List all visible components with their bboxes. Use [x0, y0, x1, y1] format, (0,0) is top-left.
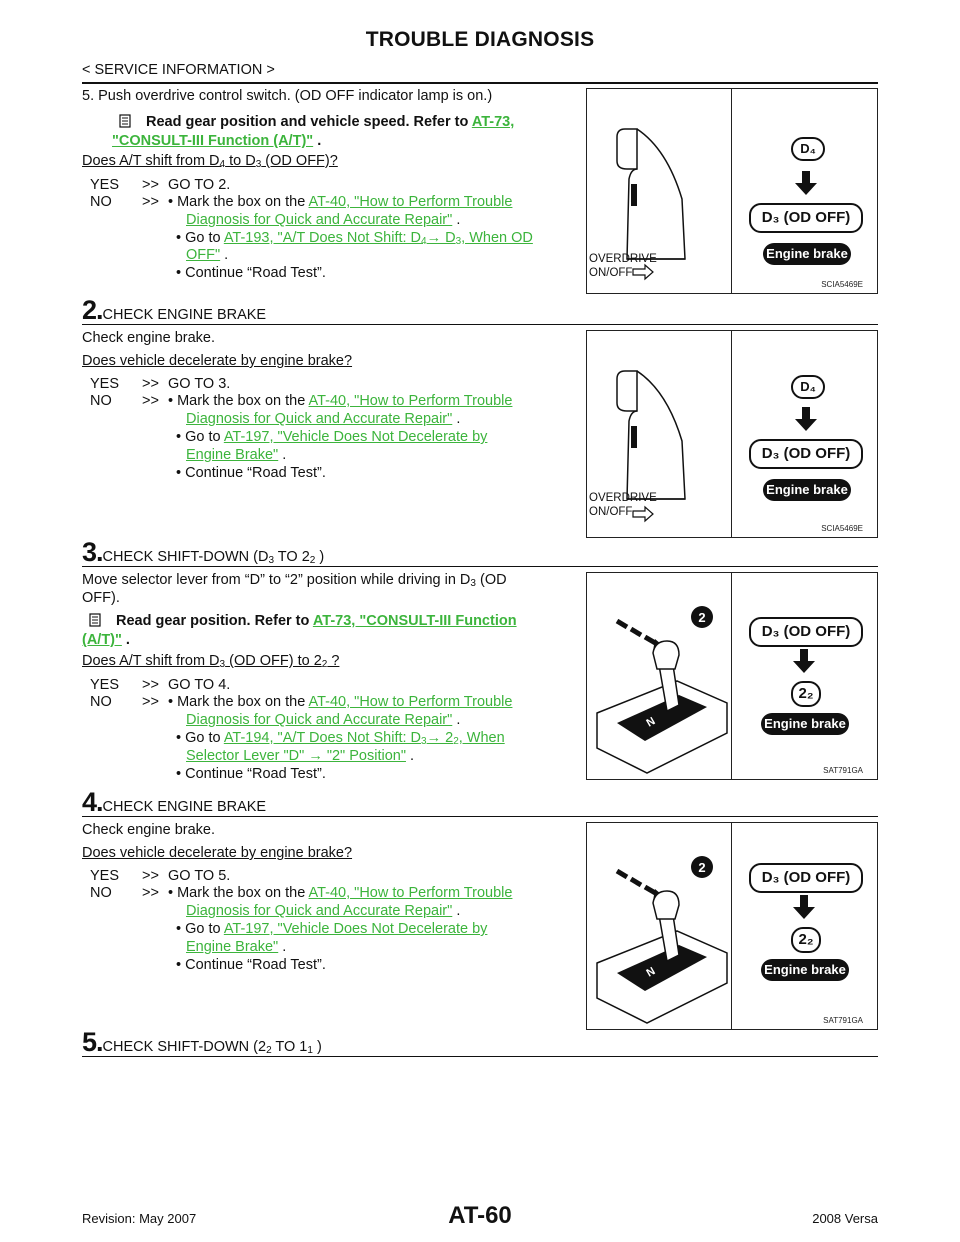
section-breadcrumb: < SERVICE INFORMATION > — [82, 62, 275, 78]
tag-22: 2₂ — [791, 681, 821, 707]
step4-link-decelerate-a[interactable]: AT-197, "Vehicle Does Not Decelerate by — [223, 921, 488, 937]
svg-text:N: N — [644, 965, 658, 980]
step3-question: Does A/T shift from $D_3$ (OD OFF) to $2_2$ ? — [82, 653, 340, 670]
svg-text:2: 2 — [698, 610, 706, 625]
step3-yes: YES >> GO TO 4. — [90, 677, 231, 693]
step1-consult-line2: "CONSULT-III Function (A/T)" . — [112, 133, 322, 149]
step5-rule — [82, 1056, 878, 1057]
page-number: AT-60 — [448, 1202, 512, 1229]
tag-d3-od-off: D₃ (OD OFF) — [749, 439, 863, 469]
overdrive-label: OVERDRIVE — [589, 492, 657, 504]
step4-continue: • Continue “Road Test”. — [176, 957, 326, 973]
figure-overdrive-d4-2 — [586, 330, 878, 538]
page-title: TROUBLE DIAGNOSIS — [365, 28, 595, 51]
tag-d3-od-off: D₃ (OD OFF) — [749, 203, 863, 233]
consult-tool-icon — [88, 613, 102, 627]
step1-go-to: • Go to AT-193, "A/T Does Not Shift: $D_4\to D_3$, When OD — [176, 230, 533, 247]
tag-engine-brake: Engine brake — [763, 243, 851, 265]
step2-no: NO >> • Mark the box on the AT-40, "How to Perform Trouble — [90, 393, 513, 409]
tag-d4: D₄ — [791, 137, 825, 161]
step3-go-to: • Go to AT-194, "A/T Does Not Shift: $D_3\to 2_2$, When — [176, 730, 505, 747]
step2-question: Does vehicle decelerate by engine brake? — [82, 353, 353, 369]
down-arrow-icon — [793, 649, 815, 673]
step4-rule — [82, 816, 878, 817]
step3-link-perform-line2: Diagnosis for Quick and Accurate Repair" . — [186, 712, 461, 728]
step2-continue: • Continue “Road Test”. — [176, 465, 326, 481]
step3-continue: • Continue “Road Test”. — [176, 766, 326, 782]
onoff-label: ON/OFF — [589, 506, 633, 518]
consult-tool-icon — [118, 114, 132, 128]
overdrive-label: OVERDRIVE — [589, 253, 657, 265]
step2-heading: 2.CHECK ENGINE BRAKE — [82, 295, 267, 325]
step4-link-perform-b[interactable]: Diagnosis for Quick and Accurate Repair" — [186, 903, 453, 919]
step1-consult-line — [112, 114, 514, 130]
svg-text:N: N — [644, 715, 658, 730]
figure-code: SAT791GA — [823, 766, 863, 775]
step1-question: Does A/T shift from $D_4$ to $D_3$ (OD OFF)? — [82, 153, 338, 170]
svg-text:2: 2 — [698, 860, 706, 875]
step2-link-decelerate-b[interactable]: Engine Brake" — [186, 447, 279, 463]
down-arrow-icon — [795, 171, 817, 195]
tag-engine-brake: Engine brake — [761, 959, 849, 981]
step2-go-to-line2: Engine Brake" . — [186, 447, 287, 463]
figure-code: SAT791GA — [823, 1016, 863, 1025]
step4-heading: 4.CHECK ENGINE BRAKE — [82, 787, 267, 817]
tag-d3-od-off: D₃ (OD OFF) — [749, 617, 863, 647]
down-arrow-icon — [793, 895, 815, 919]
step3-go-to-line2: Selector Lever "D" → "2" Position" . — [186, 748, 415, 764]
step3-rule — [82, 566, 878, 567]
tag-d4: D₄ — [791, 375, 825, 399]
figure-selector-d3-to-2-b — [586, 822, 878, 1030]
step3-consult-link-a[interactable]: AT-73, "CONSULT-III Function — [312, 613, 517, 629]
step3-heading: 3.CHECK SHIFT-DOWN ($D_3$ TO $2_2$ ) — [82, 537, 325, 567]
step1-instruction: 5. Push overdrive control switch. (OD OFF indicator lamp is on.) — [82, 88, 493, 104]
tag-engine-brake: Engine brake — [763, 479, 851, 501]
step3-consult-line2: (A/T)" . — [82, 632, 130, 648]
step3-link-perform-a[interactable]: AT-40, "How to Perform Trouble — [308, 694, 513, 710]
tag-engine-brake: Engine brake — [761, 713, 849, 735]
step5-heading: 5.CHECK SHIFT-DOWN ($2_2$ TO $1_1$ ) — [82, 1027, 322, 1057]
step3-no: NO >> • Mark the box on the AT-40, "How to Perform Trouble — [90, 694, 513, 710]
selector-gate-illustration — [587, 573, 731, 779]
down-arrow-icon — [795, 407, 817, 431]
step3-instruction-line2: OFF). — [82, 590, 120, 606]
figure-overdrive-d4 — [586, 88, 878, 294]
figure-selector-d3-to-2 — [586, 572, 878, 780]
tag-d3-od-off: D₃ (OD OFF) — [749, 863, 863, 893]
step1-link-does-not-shift-a[interactable]: AT-193, "A/T Does Not Shift: $D_4\to D_3$, When OD — [223, 230, 533, 247]
step4-link-perform-a[interactable]: AT-40, "How to Perform Trouble — [308, 885, 513, 901]
step2-link-perform-line2: Diagnosis for Quick and Accurate Repair" . — [186, 411, 461, 427]
header-rule — [82, 82, 878, 84]
step1-link-perform-line2: Diagnosis for Quick and Accurate Repair" . — [186, 212, 461, 228]
step3-consult-line — [82, 613, 517, 629]
step4-no: NO >> • Mark the box on the AT-40, "How to Perform Trouble — [90, 885, 513, 901]
step2-instruction: Check engine brake. — [82, 330, 215, 346]
tag-22: 2₂ — [791, 927, 821, 953]
step3-link-perform-b[interactable]: Diagnosis for Quick and Accurate Repair" — [186, 712, 453, 728]
step3-consult-link-b[interactable]: (A/T)" — [82, 632, 122, 648]
step1-continue: • Continue “Road Test”. — [176, 265, 326, 281]
step3-instruction: Move selector lever from “D” to “2” position while driving in $D_3$ (OD — [82, 572, 507, 589]
figure-code: SCIA5469E — [821, 280, 863, 289]
step1-yes: YES >> GO TO 2. — [90, 177, 231, 193]
model-year: 2008 Versa — [812, 1211, 878, 1226]
step2-yes: YES >> GO TO 3. — [90, 376, 231, 392]
step3-consult-text: Read gear position. Refer to — [116, 613, 310, 629]
step4-go-to: • Go to AT-197, "Vehicle Does Not Decelerate by — [176, 921, 488, 937]
step4-yes: YES >> GO TO 5. — [90, 868, 231, 884]
step1-consult-text: Read gear position and vehicle speed. Refer to — [146, 114, 469, 130]
step4-instruction: Check engine brake. — [82, 822, 215, 838]
step1-consult-link-a[interactable]: AT-73, — [471, 114, 515, 130]
step3-link-does-not-shift-b[interactable]: Selector Lever "D" → "2" Position" — [186, 748, 406, 764]
figure-code: SCIA5469E — [821, 524, 863, 533]
step4-question: Does vehicle decelerate by engine brake? — [82, 845, 353, 861]
step3-link-does-not-shift-a[interactable]: AT-194, "A/T Does Not Shift: $D_3\to 2_2$, When — [223, 730, 505, 747]
selector-gate-illustration — [587, 823, 731, 1029]
step4-go-to-line2: Engine Brake" . — [186, 939, 287, 955]
onoff-label: ON/OFF — [589, 267, 633, 279]
step1-link-perform-a[interactable]: AT-40, "How to Perform Trouble — [308, 194, 513, 210]
step1-link-does-not-shift-b[interactable]: OFF" — [186, 247, 221, 263]
step4-link-decelerate-b[interactable]: Engine Brake" — [186, 939, 279, 955]
step2-link-decelerate-a[interactable]: AT-197, "Vehicle Does Not Decelerate by — [223, 429, 488, 445]
step2-link-perform-b[interactable]: Diagnosis for Quick and Accurate Repair" — [186, 411, 453, 427]
step2-go-to: • Go to AT-197, "Vehicle Does Not Decelerate by — [176, 429, 488, 445]
step1-link-perform-b[interactable]: Diagnosis for Quick and Accurate Repair" — [186, 212, 453, 228]
step2-rule — [82, 324, 878, 325]
step4-link-perform-line2: Diagnosis for Quick and Accurate Repair" . — [186, 903, 461, 919]
step1-consult-link-b[interactable]: "CONSULT-III Function (A/T)" — [112, 133, 314, 149]
step1-no: NO >> • Mark the box on the AT-40, "How to Perform Trouble — [90, 194, 513, 210]
step2-link-perform-a[interactable]: AT-40, "How to Perform Trouble — [308, 393, 513, 409]
step1-go-to-line2: OFF" . — [186, 247, 229, 263]
revision-date: Revision: May 2007 — [82, 1211, 197, 1226]
